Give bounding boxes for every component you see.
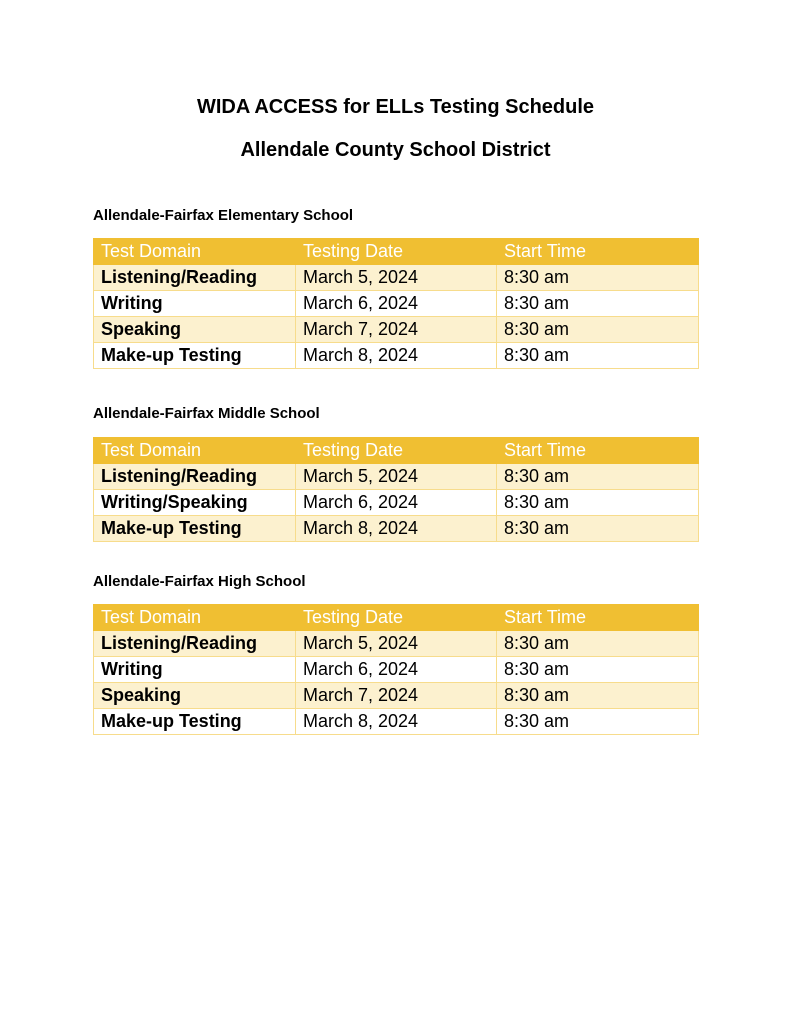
test-domain-cell: Speaking: [94, 683, 296, 709]
table-row: [94, 709, 699, 735]
table-row: [94, 343, 699, 369]
testing-date-cell: March 7, 2024: [296, 317, 497, 343]
testing-date-cell: March 5, 2024: [296, 265, 497, 291]
table-row: [94, 683, 699, 709]
test-domain-cell: Make-up Testing: [94, 516, 296, 542]
school-heading-high: Allendale-Fairfax High School: [93, 573, 306, 590]
test-domain-cell: Make-up Testing: [94, 709, 296, 735]
schedule-table-elementary: [93, 238, 699, 369]
schedule-table-middle: [93, 437, 699, 542]
test-domain-cell: Speaking: [94, 317, 296, 343]
table-header-row: [94, 438, 699, 464]
column-header-start-time: Start Time: [497, 605, 699, 631]
start-time-cell: 8:30 am: [497, 343, 699, 369]
testing-date-cell: March 8, 2024: [296, 709, 497, 735]
column-header-test-domain: Test Domain: [94, 605, 296, 631]
testing-date-cell: March 8, 2024: [296, 343, 497, 369]
testing-date-cell: March 6, 2024: [296, 490, 497, 516]
table-row: [94, 291, 699, 317]
testing-date-cell: March 5, 2024: [296, 464, 497, 490]
test-domain-cell: Writing: [94, 657, 296, 683]
start-time-cell: 8:30 am: [497, 464, 699, 490]
table-row: [94, 317, 699, 343]
table-row: [94, 631, 699, 657]
school-heading-elementary: Allendale-Fairfax Elementary School: [93, 207, 354, 224]
start-time-cell: 8:30 am: [497, 490, 699, 516]
start-time-cell: 8:30 am: [497, 709, 699, 735]
test-domain-cell: Writing: [94, 291, 296, 317]
schedule-table-high: [93, 604, 699, 735]
start-time-cell: 8:30 am: [497, 516, 699, 542]
column-header-test-domain: Test Domain: [94, 438, 296, 464]
table-header-row: [94, 239, 699, 265]
testing-date-cell: March 7, 2024: [296, 683, 497, 709]
table-row: [94, 490, 699, 516]
table-header-row: [94, 605, 699, 631]
test-domain-cell: Listening/Reading: [94, 265, 296, 291]
test-domain-cell: Listening/Reading: [94, 631, 296, 657]
column-header-test-domain: Test Domain: [94, 239, 296, 265]
start-time-cell: 8:30 am: [497, 657, 699, 683]
column-header-start-time: Start Time: [497, 239, 699, 265]
test-domain-cell: Listening/Reading: [94, 464, 296, 490]
table-row: [94, 464, 699, 490]
district-name: Allendale County School District: [240, 139, 551, 161]
table-row: [94, 516, 699, 542]
column-header-testing-date: Testing Date: [296, 438, 497, 464]
start-time-cell: 8:30 am: [497, 317, 699, 343]
table-row: [94, 657, 699, 683]
test-domain-cell: Make-up Testing: [94, 343, 296, 369]
table-row: [94, 265, 699, 291]
start-time-cell: 8:30 am: [497, 631, 699, 657]
start-time-cell: 8:30 am: [497, 683, 699, 709]
testing-date-cell: March 6, 2024: [296, 657, 497, 683]
testing-date-cell: March 6, 2024: [296, 291, 497, 317]
school-heading-middle: Allendale-Fairfax Middle School: [93, 405, 320, 422]
column-header-start-time: Start Time: [497, 438, 699, 464]
start-time-cell: 8:30 am: [497, 265, 699, 291]
document-title: WIDA ACCESS for ELLs Testing Schedule: [196, 96, 595, 118]
column-header-testing-date: Testing Date: [296, 605, 497, 631]
test-domain-cell: Writing/Speaking: [94, 490, 296, 516]
testing-date-cell: March 5, 2024: [296, 631, 497, 657]
column-header-testing-date: Testing Date: [296, 239, 497, 265]
start-time-cell: 8:30 am: [497, 291, 699, 317]
testing-date-cell: March 8, 2024: [296, 516, 497, 542]
